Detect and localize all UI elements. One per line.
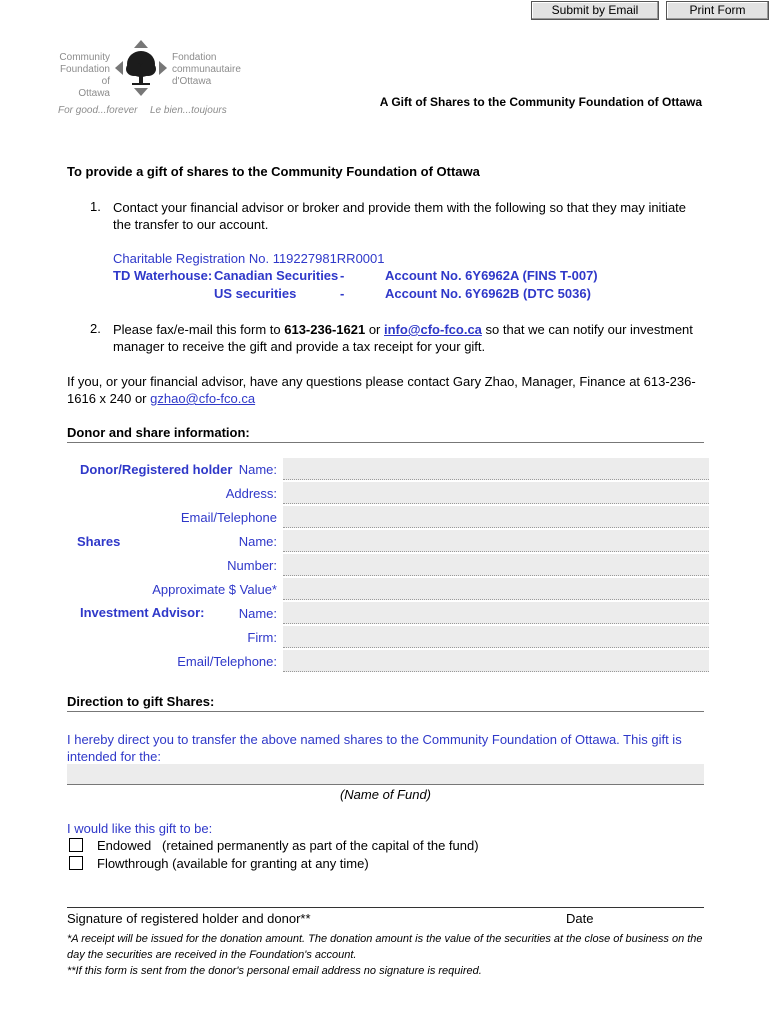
charitable-registration: Charitable Registration No. 119227981RR0001 [113, 251, 385, 266]
donor-address-label: Address: [225, 486, 277, 501]
flowthrough-option-label: Flowthrough (available for granting at any time) [97, 856, 369, 871]
signature-label: Signature of registered holder and donor** [67, 911, 311, 926]
advisor-group-label: Investment Advisor: [80, 605, 205, 620]
direction-text: I hereby direct you to transfer the above named shares to the Community Foundation of Ottawa. This gift is intended for the: [67, 732, 682, 764]
advisor-firm-label: Firm: [247, 630, 277, 645]
shares-number-field[interactable] [283, 554, 709, 576]
logo-fr-line3: d'Ottawa [172, 76, 212, 87]
donor-section-heading: Donor and share information: [67, 425, 250, 440]
step1-number: 1. [90, 199, 101, 214]
fund-name-caption: (Name of Fund) [339, 787, 432, 802]
endowed-checkbox[interactable] [69, 838, 83, 852]
logo-fr-line2: communautaire [172, 64, 241, 75]
direction-heading: Direction to gift Shares: [67, 694, 215, 709]
tree-emblem-icon [112, 38, 170, 98]
donor-email-phone-label: Email/Telephone [180, 510, 277, 525]
us-dash: - [340, 286, 345, 301]
submit-by-email-button[interactable]: Submit by Email [531, 1, 659, 20]
advisor-name-field[interactable] [283, 602, 709, 624]
intro-heading: To provide a gift of shares to the Community Foundation of Ottawa [67, 164, 480, 179]
advisor-firm-field[interactable] [283, 626, 709, 648]
shares-name-field[interactable] [283, 530, 709, 552]
gift-type-prompt: I would like this gift to be: [67, 821, 213, 836]
flowthrough-checkbox[interactable] [69, 856, 83, 870]
shares-number-label: Number: [227, 558, 277, 573]
step1-text: Contact your financial advisor or broker and provide them with the following so that they may initiate the transfer to our account. [113, 200, 687, 232]
logo-en-line1: Community [59, 52, 110, 63]
us-account: Account No. 6Y6962B (DTC 5036) [385, 286, 591, 301]
step2-or: or [365, 322, 384, 337]
advisor-email-phone-label: Email/Telephone: [177, 654, 277, 669]
fax-number: 613-236-1621 [284, 322, 366, 337]
foundation-logo [50, 38, 250, 120]
print-form-button[interactable]: Print Form [666, 1, 769, 20]
canadian-securities-label: Canadian Securities [214, 268, 339, 283]
shares-group-label: Shares [77, 534, 121, 549]
shares-value-field[interactable] [283, 578, 709, 600]
endowed-option-label: Endowed (retained permanently as part of the capital of the fund) [97, 838, 479, 853]
page-title: A Gift of Shares to the Community Foundation of Ottawa [379, 95, 702, 109]
step2-post: so that we can notify our investment manager to receive the gift and provide a tax receipt for your gift. [113, 322, 693, 354]
canadian-dash: - [340, 268, 345, 283]
donor-name-field[interactable] [283, 458, 709, 480]
step2-text [113, 321, 703, 355]
signature-footnote: **If this form is sent from the donor's personal email address no signature is required. [67, 965, 482, 977]
step2-number: 2. [90, 321, 101, 336]
us-securities-label: US securities [214, 286, 297, 301]
logo-tag-fr: Le bien...toujours [150, 105, 227, 116]
date-label: Date [566, 911, 594, 926]
signature-rule [67, 907, 704, 908]
td-waterhouse-label: TD Waterhouse: [113, 268, 213, 283]
canadian-account: Account No. 6Y6962A (FINS T-007) [385, 268, 598, 283]
donor-group-label: Donor/Registered holder [80, 462, 233, 477]
info-email-link[interactable]: info@cfo-fco.ca [384, 322, 482, 337]
gzhao-email-link[interactable]: gzhao@cfo-fco.ca [150, 391, 256, 406]
logo-en-line3: Ottawa [78, 88, 110, 99]
logo-en-line2: Foundation of [59, 64, 110, 87]
shares-name-label: Name: [238, 534, 277, 549]
contact-pre: If you, or your financial advisor, have any questions please contact Gary Zhao, Manager, Finance at 613-236-1616 x 240 or [67, 374, 696, 406]
donor-address-field[interactable] [283, 482, 709, 504]
logo-fr-line1: Fondation [172, 52, 217, 63]
direction-rule [67, 711, 704, 712]
advisor-email-phone-field[interactable] [283, 650, 709, 672]
logo-tag-en: For good...forever [58, 105, 138, 116]
fund-name-field[interactable] [67, 764, 704, 785]
advisor-name-label: Name: [238, 606, 277, 621]
shares-value-label: Approximate $ Value* [152, 582, 277, 597]
receipt-footnote: *A receipt will be issued for the donation amount. The donation amount is the value of the securities at the close of business on the day the securities are received in the Foundation's account. [67, 933, 703, 961]
donor-name-label: Name: [238, 462, 277, 477]
signature-area[interactable] [67, 884, 704, 906]
contact-paragraph [67, 373, 697, 407]
donor-email-phone-field[interactable] [283, 506, 709, 528]
step2-pre: Please fax/e-mail this form to [113, 322, 285, 337]
donor-section-rule [67, 442, 704, 443]
